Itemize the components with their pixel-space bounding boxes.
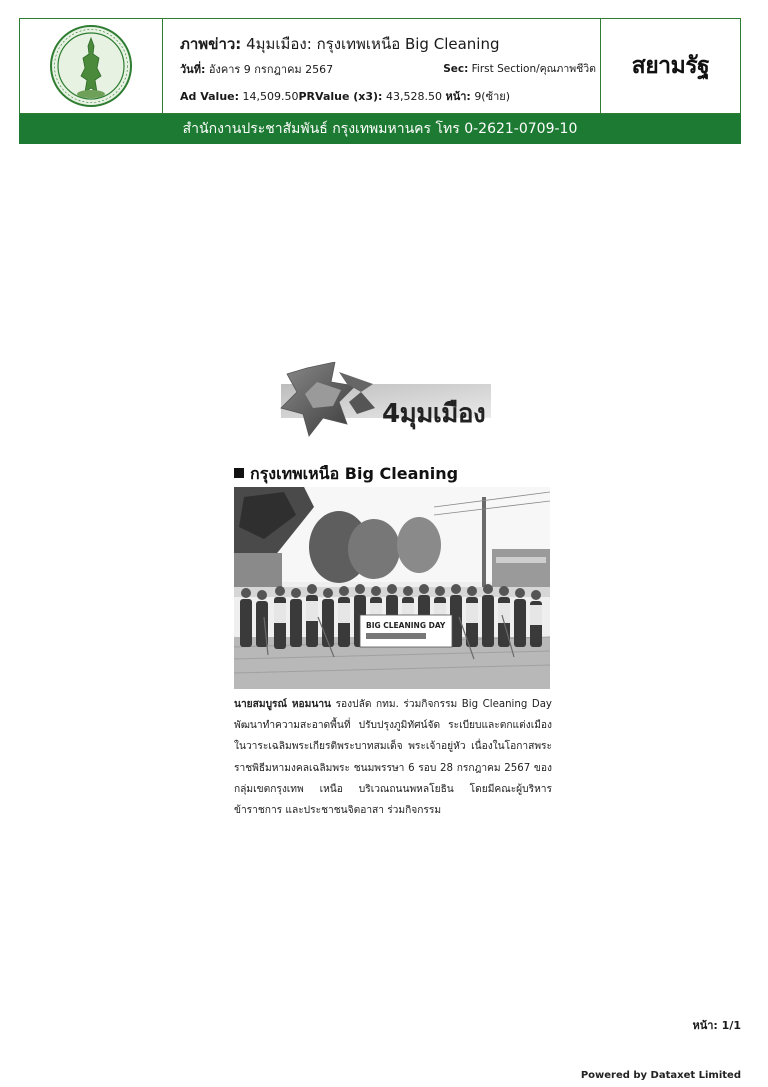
photo-caption bbox=[234, 694, 552, 821]
page-value: 9(ซ้าย) bbox=[474, 90, 510, 103]
office-bar: สำนักงานประชาสัมพันธ์ กรุงเทพมหานคร โทร 0-2621-0709-10 bbox=[19, 114, 741, 144]
headline-text: กรุงเทพเหนือ Big Cleaning bbox=[250, 464, 459, 483]
caption-line: ระเบียบและตกแต่งเมืองในวาระเฉลิมพระเกียรติพระบาทสมเด็จ bbox=[234, 720, 552, 753]
caption-name: นายสมบูรณ์ หอมนาน bbox=[234, 699, 332, 710]
pr-value: 43,528.50 bbox=[385, 90, 442, 103]
info-cell bbox=[163, 19, 601, 113]
news-title bbox=[180, 32, 500, 56]
clipping-header bbox=[19, 18, 741, 114]
bma-seal-icon bbox=[49, 24, 133, 108]
caption-line: รองปลัด กทม. ร่วมกิจกรรม Big bbox=[335, 699, 479, 710]
ad-value-label: Ad Value: bbox=[180, 90, 240, 103]
banner-text: BIG CLEANING DAY bbox=[366, 621, 446, 630]
caption-line: พระเจ้าอยู่หัว เนื่องในโอกาสพระราชพิธีมหามงคลเฉลิมพระ bbox=[234, 741, 552, 774]
title-value: 4มุมเมือง: กรุงเทพเหนือ Big Cleaning bbox=[246, 35, 500, 53]
article-headline bbox=[234, 462, 458, 487]
pr-value-label: PRValue (x3): bbox=[298, 90, 383, 103]
publication-name: สยามรัฐ bbox=[631, 53, 710, 79]
page-label: หน้า: bbox=[445, 90, 471, 103]
publication-cell bbox=[601, 19, 740, 113]
sec-label: Sec: bbox=[443, 63, 469, 75]
caption-line: Cleaning Day พัฒนาทำความสะอาดพื้นที่ ปรับปรุงภูมิทัศน์จัด bbox=[234, 699, 552, 732]
page-indicator: หน้า: 1/1 bbox=[692, 1019, 741, 1032]
date-line bbox=[180, 60, 333, 78]
event-photo bbox=[234, 487, 550, 689]
date-label: วันที่: bbox=[180, 63, 206, 76]
caption-line: ชนมพรรษา 6 รอบ 28 กรกฎาคม 2567 ของกลุ่มเขตกรุงเทพ bbox=[234, 762, 552, 795]
date-value: อังคาร 9 กรกฎาคม 2567 bbox=[208, 63, 334, 76]
section-title: 4มุมเมือง bbox=[382, 399, 486, 429]
caption-line: และประชาชนจิตอาสา ร่วมกิจกรรม bbox=[285, 805, 442, 817]
logo-cell bbox=[20, 19, 163, 113]
title-label: ภาพข่าว: bbox=[180, 35, 242, 53]
sec-value: First Section/คุณภาพชีวิต bbox=[471, 63, 596, 75]
value-line bbox=[180, 87, 510, 105]
ad-value: 14,509.50 bbox=[242, 90, 299, 103]
section-line bbox=[443, 60, 596, 77]
powered-by: Powered by Dataxet Limited bbox=[580, 1070, 741, 1081]
caption-line: เหนือ บริเวณถนนพหลโยธิน โดยมีคณะผู้บริหาร ข้าราชการ bbox=[234, 783, 552, 817]
bullet-square-icon bbox=[234, 468, 244, 478]
